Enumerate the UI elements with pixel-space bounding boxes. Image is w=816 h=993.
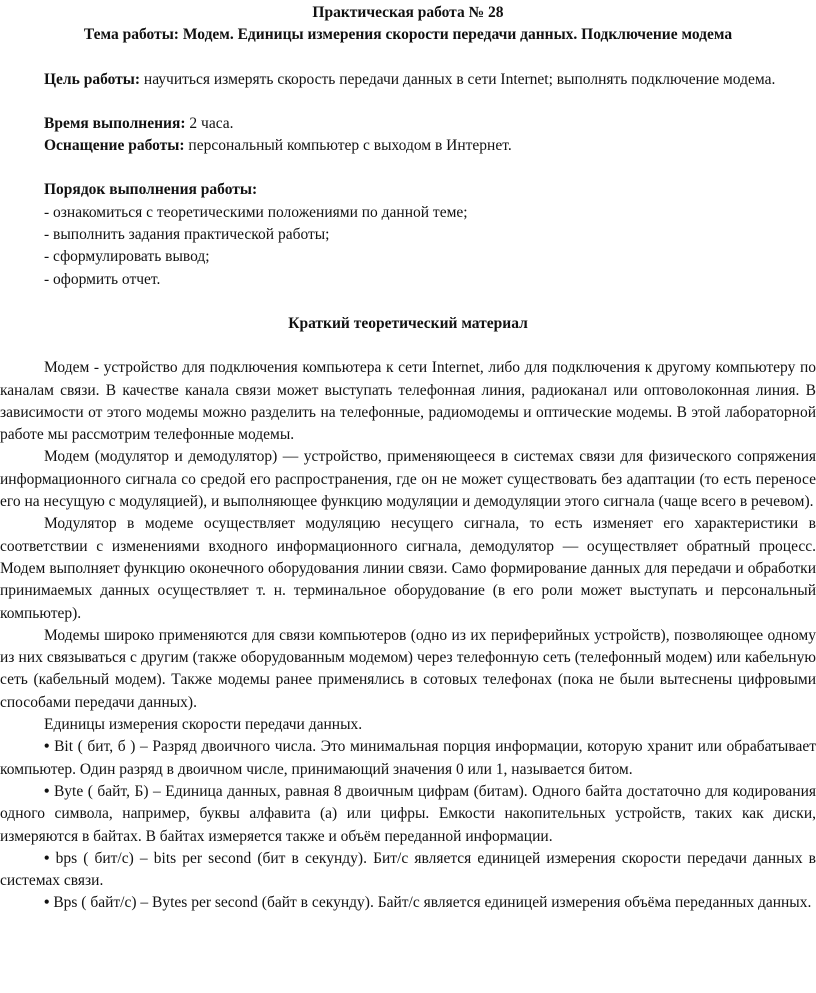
procedure-step: - выполнить задания практической работы; (44, 226, 330, 244)
goal-label: Цель работы: (44, 70, 141, 88)
bullet-text: Byte ( байт, Б) – Единица данных, равная 8 двоичным цифрам (битам). Одного байта достаточно для кодирования одного символа, например, буквы алфавита (а) или цифры. Емкости накопительных устройств, таких как диски, измеряются в байтах. В байтах измеряется также и объём переданной информации. (0, 782, 816, 845)
bullet-item (0, 781, 816, 848)
bullet-item (0, 892, 816, 914)
bullet-icon: • (44, 738, 50, 756)
bullet-item (0, 848, 816, 893)
spacer (0, 47, 816, 69)
theory-paragraph: Модемы широко применяются для связи компьютеров (одно из их периферийных устройств), позволяющее одному из них связываться с другим (также оборудованным модемом) через телефонную сеть (телефонный модем) или кабельную сеть (кабельный модем). Также модемы ранее применялись в сотовых телефонах (пока не были вытеснены цифровыми способами передачи данных). (0, 626, 816, 711)
procedure-label: Порядок выполнения работы: (44, 181, 258, 199)
procedure-step: - ознакомиться с теоретическими положениями по данной теме; (44, 203, 468, 221)
spacer (0, 157, 816, 179)
bullet-icon: • (44, 782, 50, 800)
bullet-icon: • (44, 894, 50, 912)
procedure-step: - оформить отчет. (44, 270, 161, 288)
bullet-item (0, 736, 816, 781)
theory-heading: Краткий теоретический материал (288, 314, 528, 332)
equipment-line (0, 135, 816, 157)
theory-paragraph: Модулятор в модеме осуществляет модуляцию несущего сигнала, то есть изменяет его характеристики в соответствии с изменениями входного информационного сигнала, демодулятор — осуществляет обратный процесс. Модем выполняет функцию оконечного оборудования линии связи. Само формирование данных для передачи и обработки принимаемых данных осуществляет т. н. терминальное оборудование (в его роли может выступать и персональный компьютер). (0, 515, 816, 622)
time-line (0, 113, 816, 135)
bullet-text: Bit ( бит, б ) – Разряд двоичного числа. Это минимальная порция информации, которую хранит или обрабатывает компьютер. Один разряд в двоичном числе, принимающий значения 0 или 1, называется битом. (0, 738, 816, 778)
time-text: 2 часа. (189, 114, 234, 132)
equipment-text: персональный компьютер с выходом в Интернет. (188, 137, 512, 155)
bullet-text: bps ( бит/с) – bits per second (бит в секунду). Бит/с является единицей измерения скорости передачи данных в системах связи. (0, 849, 816, 890)
procedure-steps (0, 202, 816, 291)
page-title: Практическая работа № 28 (312, 4, 504, 21)
time-label: Время выполнения: (44, 114, 186, 132)
work-topic: Тема работы: Модем. Единицы измерения скорости передачи данных. Подключение модема (83, 26, 733, 44)
spacer (0, 91, 816, 113)
goal-paragraph (0, 69, 816, 91)
spacer (0, 335, 816, 357)
bullet-text: Bps ( байт/с) – Bytes per second (байт в секунду). Байт/с является единицей измерения объёма переданных данных. (53, 894, 812, 912)
theory-paragraph: Модем - устройство для подключения компьютера к сети Internet, либо для подключения к другому компьютеру по каналам связи. В качестве канала связи может выступать телефонная линия, радиоканал или оптоволоконная линия. В зависимости от этого модемы можно разделить на телефонные, радиомодемы и оптические модемы. В этой лабораторной работе мы рассмотрим телефонные модемы. (0, 359, 816, 444)
equipment-label: Оснащение работы: (44, 137, 185, 155)
units-heading: Единицы измерения скорости передачи данных. (44, 716, 363, 734)
bullet-icon: • (44, 849, 50, 867)
theory-paragraph: Модем (модулятор и демодулятор) — устройство, применяющееся в системах связи для физического сопряжения информационного сигнала со средой его распространения, где он не может существовать без адаптации (то есть переносе его на несущую с модуляцией), и выполняющее функцию модуляции и демодуляции этого сигнала (чаще всего в речевом). (0, 448, 816, 511)
goal-text: научиться измерять скорость передачи данных в сети Internet; выполнять подключение модема. (143, 70, 776, 88)
procedure-step: - сформулировать вывод; (44, 248, 210, 266)
spacer (0, 291, 816, 313)
